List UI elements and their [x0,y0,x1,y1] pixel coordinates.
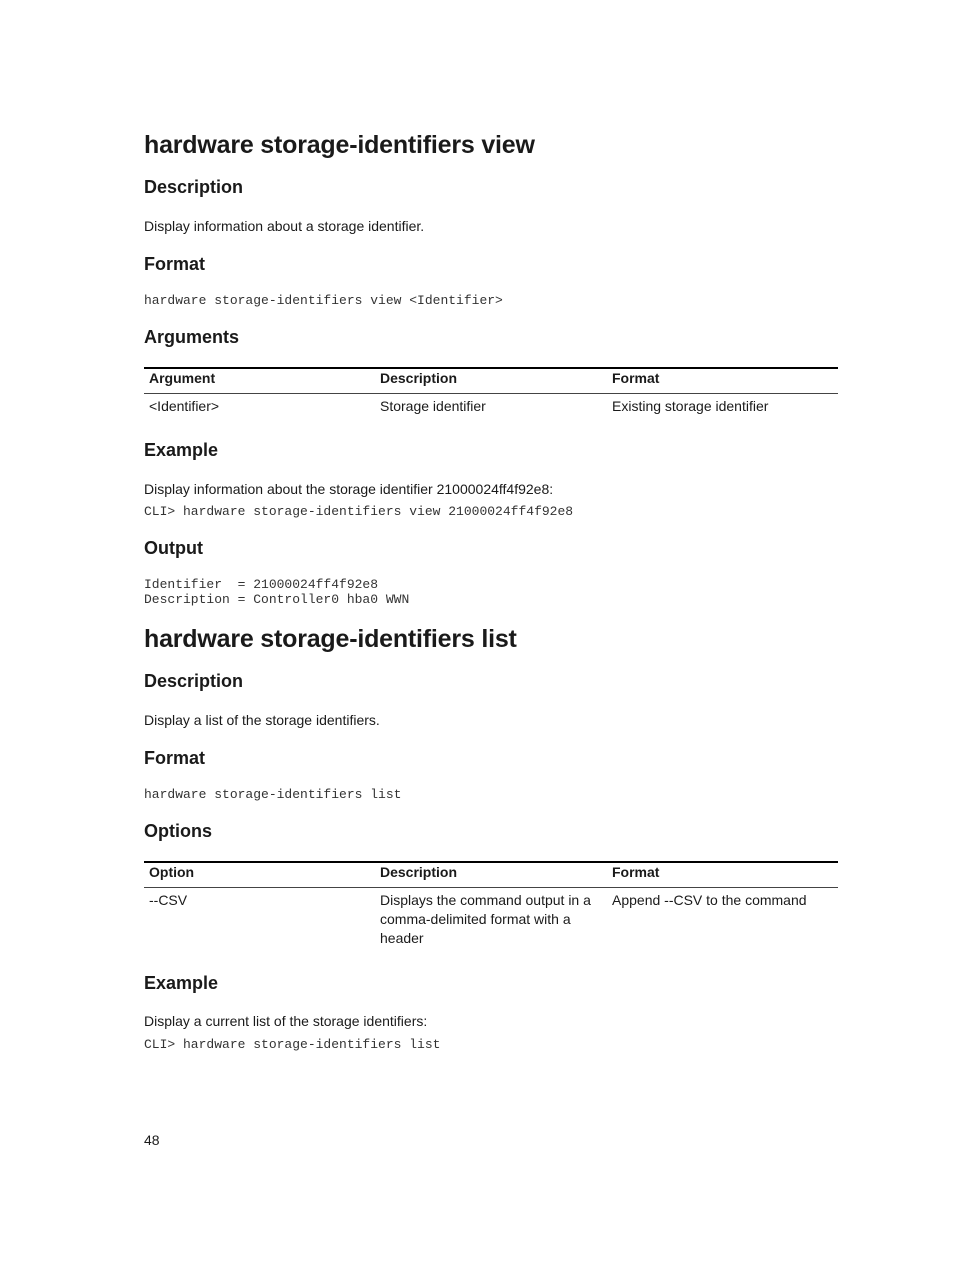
table-cell-description: Displays the command output in a comma-delimited format with a header [380,892,591,946]
table-top-rule [144,861,838,863]
table-cell-description: Storage identifier [380,398,486,414]
format-code: hardware storage-identifiers view <Identifier> [144,293,503,308]
table-top-rule [144,367,838,369]
section-title: hardware storage-identifiers list [144,625,517,653]
output-heading: Output [144,538,203,558]
section-title: hardware storage-identifiers view [144,131,535,159]
description-text: Display information about a storage identifier. [144,218,425,234]
options-heading: Options [144,821,212,841]
table-cell-argument: <Identifier> [149,398,220,414]
description-heading: Description [144,671,244,691]
description-text: Display a list of the storage identifiers. [144,712,380,728]
table-cell-format: Append --CSV to the command [612,892,807,908]
table-header-format: Format [612,370,660,386]
format-heading: Format [144,748,206,768]
output-line: Description = Controller0 hba0 WWN [144,592,410,607]
arguments-table [144,367,838,427]
table-header-argument: Argument [149,370,216,386]
options-table [144,861,838,953]
table-header-description: Description [380,864,458,880]
example-text: Display a current list of the storage identifiers: [144,1013,428,1029]
table-header-option: Option [149,864,195,880]
table-cell-option: --CSV [149,892,188,908]
table-header-format: Format [612,864,660,880]
description-heading: Description [144,177,244,197]
example-text: Display information about the storage identifier 21000024ff4f92e8: [144,481,554,497]
table-cell-format: Existing storage identifier [612,398,769,414]
example-heading: Example [144,440,219,460]
table-header-rule [144,393,838,394]
format-code: hardware storage-identifiers list [144,787,402,802]
example-heading: Example [144,973,219,993]
format-heading: Format [144,254,206,274]
table-header-description: Description [380,370,458,386]
example-code: CLI> hardware storage-identifiers view 21000024ff4f92e8 [144,504,574,519]
table-header-rule [144,887,838,888]
arguments-heading: Arguments [144,327,240,347]
output-line: Identifier = 21000024ff4f92e8 [144,577,379,592]
example-code: CLI> hardware storage-identifiers list [144,1037,441,1052]
page-number: 48 [144,1132,160,1148]
